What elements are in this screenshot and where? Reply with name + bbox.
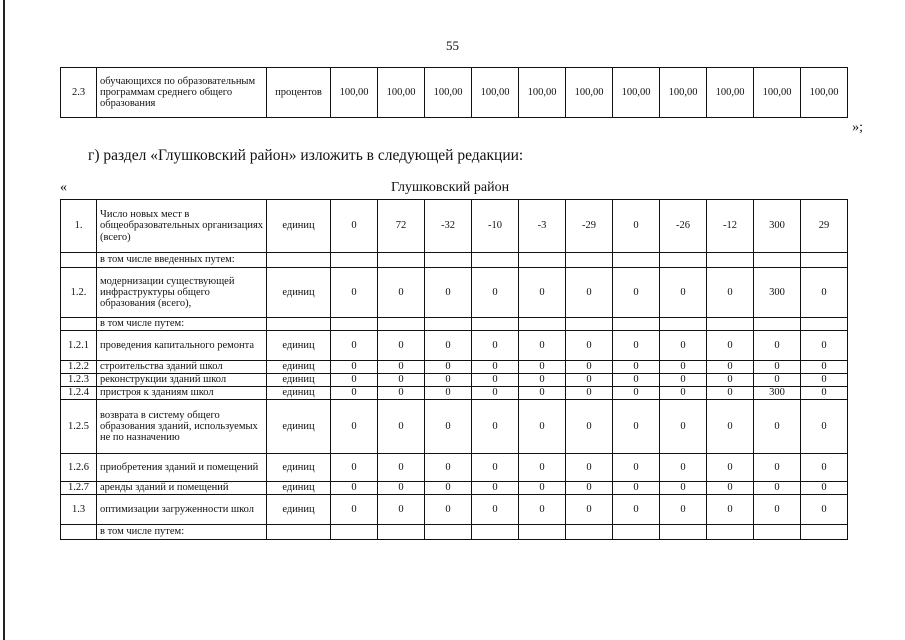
- row-value: 100,00: [378, 68, 425, 118]
- row-value: [519, 525, 566, 540]
- row-value: [801, 253, 848, 268]
- row-value: [472, 253, 519, 268]
- row-code: 1.2.7: [61, 482, 97, 495]
- row-name: в том числе путем:: [97, 525, 267, 540]
- row-value: 0: [378, 495, 425, 525]
- row-unit: единиц: [267, 200, 331, 253]
- row-value: 0: [707, 331, 754, 361]
- row-name: строительства зданий школ: [97, 361, 267, 374]
- row-value: 100,00: [472, 68, 519, 118]
- row-value: 0: [378, 268, 425, 318]
- row-value: 0: [519, 361, 566, 374]
- table-row: [61, 361, 848, 374]
- row-value: 0: [660, 331, 707, 361]
- row-unit: [267, 253, 331, 268]
- row-value: 0: [660, 361, 707, 374]
- row-value: 300: [754, 387, 801, 400]
- row-value: 29: [801, 200, 848, 253]
- row-value: 100,00: [331, 68, 378, 118]
- row-name: приобретения зданий и помещений: [97, 454, 267, 482]
- row-value: 0: [660, 268, 707, 318]
- row-value: 0: [613, 482, 660, 495]
- row-value: 0: [707, 495, 754, 525]
- row-value: [613, 318, 660, 331]
- row-value: [472, 318, 519, 331]
- row-value: 0: [472, 387, 519, 400]
- row-value: 0: [707, 361, 754, 374]
- table-row: [61, 318, 848, 331]
- row-value: 300: [754, 200, 801, 253]
- row-value: [566, 318, 613, 331]
- row-value: 0: [613, 361, 660, 374]
- row-value: 0: [707, 482, 754, 495]
- row-value: [707, 253, 754, 268]
- row-name: Число новых мест в общеобразовательных организациях (всего): [97, 200, 267, 253]
- table-row: [61, 374, 848, 387]
- row-unit: единиц: [267, 495, 331, 525]
- row-value: 0: [660, 387, 707, 400]
- row-value: [331, 318, 378, 331]
- row-value: [378, 253, 425, 268]
- row-value: 0: [378, 400, 425, 454]
- row-value: 100,00: [707, 68, 754, 118]
- row-value: 0: [519, 374, 566, 387]
- row-code: 1.2.6: [61, 454, 97, 482]
- row-value: 0: [707, 268, 754, 318]
- row-value: 0: [801, 331, 848, 361]
- row-value: 0: [378, 374, 425, 387]
- row-name: в том числе путем:: [97, 318, 267, 331]
- row-value: 0: [331, 454, 378, 482]
- row-value: [707, 318, 754, 331]
- row-value: 0: [331, 374, 378, 387]
- instruction-text: г) раздел «Глушковский район» изложить в следующей редакции:: [88, 147, 524, 164]
- row-code: 1.2.: [61, 268, 97, 318]
- row-unit: единиц: [267, 361, 331, 374]
- row-code: [61, 253, 97, 268]
- opening-quote: «: [60, 180, 67, 195]
- row-unit: единиц: [267, 374, 331, 387]
- row-code: 1.2.3: [61, 374, 97, 387]
- row-value: 0: [331, 387, 378, 400]
- row-value: 0: [519, 331, 566, 361]
- row-value: 0: [331, 400, 378, 454]
- row-value: 0: [378, 387, 425, 400]
- previous-section-table: [60, 67, 848, 118]
- row-value: 0: [472, 482, 519, 495]
- row-value: 0: [566, 482, 613, 495]
- row-value: 0: [331, 482, 378, 495]
- row-name: реконструкции зданий школ: [97, 374, 267, 387]
- row-value: 0: [425, 387, 472, 400]
- row-value: [613, 253, 660, 268]
- row-value: 0: [801, 387, 848, 400]
- row-value: [519, 318, 566, 331]
- table-row: [61, 331, 848, 361]
- row-value: 0: [801, 361, 848, 374]
- row-value: 0: [754, 482, 801, 495]
- row-value: 0: [378, 361, 425, 374]
- row-name: возврата в систему общего образования зданий, используемых не по назначению: [97, 400, 267, 454]
- row-value: 72: [378, 200, 425, 253]
- row-value: 0: [519, 387, 566, 400]
- row-value: [660, 318, 707, 331]
- row-value: 100,00: [660, 68, 707, 118]
- row-code: [61, 318, 97, 331]
- row-value: 0: [378, 331, 425, 361]
- row-value: 0: [801, 268, 848, 318]
- row-value: 0: [331, 331, 378, 361]
- row-value: [707, 525, 754, 540]
- row-unit: единиц: [267, 387, 331, 400]
- row-value: 0: [754, 361, 801, 374]
- row-value: 0: [472, 374, 519, 387]
- table-row: [61, 200, 848, 253]
- row-value: 0: [613, 400, 660, 454]
- table-row: [61, 454, 848, 482]
- table-row: [61, 495, 848, 525]
- row-value: 0: [660, 374, 707, 387]
- row-value: 0: [378, 482, 425, 495]
- table-row: [61, 525, 848, 540]
- row-value: [801, 318, 848, 331]
- row-value: 0: [660, 495, 707, 525]
- row-value: 0: [566, 374, 613, 387]
- row-value: 0: [613, 387, 660, 400]
- row-value: 0: [519, 495, 566, 525]
- row-value: [754, 525, 801, 540]
- row-value: 0: [519, 454, 566, 482]
- row-code: [61, 525, 97, 540]
- row-value: -3: [519, 200, 566, 253]
- row-value: 0: [331, 268, 378, 318]
- row-value: 0: [613, 454, 660, 482]
- page-left-border: [3, 0, 5, 640]
- section-table: [60, 199, 848, 540]
- row-value: 0: [801, 400, 848, 454]
- row-unit: единиц: [267, 400, 331, 454]
- row-unit: [267, 318, 331, 331]
- row-value: 0: [472, 268, 519, 318]
- row-value: 0: [425, 361, 472, 374]
- row-value: [331, 253, 378, 268]
- row-value: [425, 525, 472, 540]
- table-row: [61, 68, 848, 118]
- row-value: 100,00: [754, 68, 801, 118]
- row-value: 0: [566, 454, 613, 482]
- row-value: [378, 525, 425, 540]
- row-value: 0: [472, 361, 519, 374]
- row-value: 0: [519, 268, 566, 318]
- row-value: 0: [425, 374, 472, 387]
- table-row: [61, 482, 848, 495]
- row-value: 0: [707, 387, 754, 400]
- row-value: 100,00: [566, 68, 613, 118]
- row-value: [801, 525, 848, 540]
- row-unit: единиц: [267, 268, 331, 318]
- row-value: 0: [331, 495, 378, 525]
- row-value: 0: [519, 482, 566, 495]
- row-name: обучающихся по образовательным программам среднего общего образования: [97, 68, 267, 118]
- row-value: 0: [707, 400, 754, 454]
- row-value: 0: [613, 374, 660, 387]
- row-value: 0: [707, 374, 754, 387]
- row-value: 0: [801, 495, 848, 525]
- row-name: в том числе введенных путем:: [97, 253, 267, 268]
- row-value: -32: [425, 200, 472, 253]
- row-value: 0: [613, 200, 660, 253]
- row-value: 0: [754, 331, 801, 361]
- row-value: [519, 253, 566, 268]
- row-value: 0: [566, 495, 613, 525]
- table-row: [61, 387, 848, 400]
- row-value: 0: [378, 454, 425, 482]
- row-value: 0: [754, 400, 801, 454]
- row-value: 0: [801, 482, 848, 495]
- row-value: 100,00: [519, 68, 566, 118]
- row-value: 0: [425, 400, 472, 454]
- row-value: 0: [707, 454, 754, 482]
- row-code: 1.2.1: [61, 331, 97, 361]
- section-title: Глушковский район: [390, 180, 510, 195]
- row-name: проведения капитального ремонта: [97, 331, 267, 361]
- row-value: 0: [566, 268, 613, 318]
- table-row: [61, 253, 848, 268]
- row-value: [472, 525, 519, 540]
- row-value: 0: [331, 200, 378, 253]
- row-code: 1.2.2: [61, 361, 97, 374]
- table-row: [61, 268, 848, 318]
- row-value: -29: [566, 200, 613, 253]
- row-value: [613, 525, 660, 540]
- row-code: 1.2.5: [61, 400, 97, 454]
- row-value: 0: [801, 454, 848, 482]
- row-value: [331, 525, 378, 540]
- table-row: [61, 400, 848, 454]
- row-value: 0: [613, 268, 660, 318]
- row-value: [754, 253, 801, 268]
- row-value: [660, 525, 707, 540]
- row-value: 0: [425, 495, 472, 525]
- row-name: оптимизации загруженности школ: [97, 495, 267, 525]
- row-value: 0: [566, 387, 613, 400]
- row-value: 0: [425, 331, 472, 361]
- row-value: [425, 318, 472, 331]
- row-unit: единиц: [267, 331, 331, 361]
- row-value: -12: [707, 200, 754, 253]
- row-unit: единиц: [267, 454, 331, 482]
- row-value: 0: [425, 268, 472, 318]
- row-value: [378, 318, 425, 331]
- row-value: 0: [425, 482, 472, 495]
- row-value: 0: [472, 454, 519, 482]
- row-value: -26: [660, 200, 707, 253]
- row-value: -10: [472, 200, 519, 253]
- row-value: 100,00: [801, 68, 848, 118]
- row-value: 0: [472, 331, 519, 361]
- row-value: 300: [754, 268, 801, 318]
- row-value: 0: [566, 331, 613, 361]
- row-value: 0: [754, 454, 801, 482]
- row-value: 0: [801, 374, 848, 387]
- row-unit: единиц: [267, 482, 331, 495]
- row-value: [660, 253, 707, 268]
- row-value: 0: [331, 361, 378, 374]
- row-value: 0: [566, 361, 613, 374]
- row-value: 0: [519, 400, 566, 454]
- row-value: 0: [472, 400, 519, 454]
- closing-quote: »;: [852, 120, 863, 135]
- row-code: 1.: [61, 200, 97, 253]
- row-unit: [267, 525, 331, 540]
- row-code: 1.2.4: [61, 387, 97, 400]
- row-value: [425, 253, 472, 268]
- row-unit: процентов: [267, 68, 331, 118]
- row-code: 2.3: [61, 68, 97, 118]
- row-value: 0: [754, 495, 801, 525]
- row-value: 0: [472, 495, 519, 525]
- row-value: 100,00: [613, 68, 660, 118]
- row-value: 100,00: [425, 68, 472, 118]
- row-name: пристроя к зданиям школ: [97, 387, 267, 400]
- page-number: 55: [446, 38, 459, 53]
- row-name: аренды зданий и помещений: [97, 482, 267, 495]
- row-value: [566, 525, 613, 540]
- row-value: 0: [613, 331, 660, 361]
- row-value: [754, 318, 801, 331]
- row-name: модернизации существующей инфраструктуры общего образования (всего),: [97, 268, 267, 318]
- row-value: 0: [425, 454, 472, 482]
- row-value: 0: [660, 482, 707, 495]
- row-value: 0: [660, 400, 707, 454]
- row-value: 0: [566, 400, 613, 454]
- row-code: 1.3: [61, 495, 97, 525]
- row-value: 0: [660, 454, 707, 482]
- row-value: [566, 253, 613, 268]
- row-value: 0: [613, 495, 660, 525]
- row-value: 0: [754, 374, 801, 387]
